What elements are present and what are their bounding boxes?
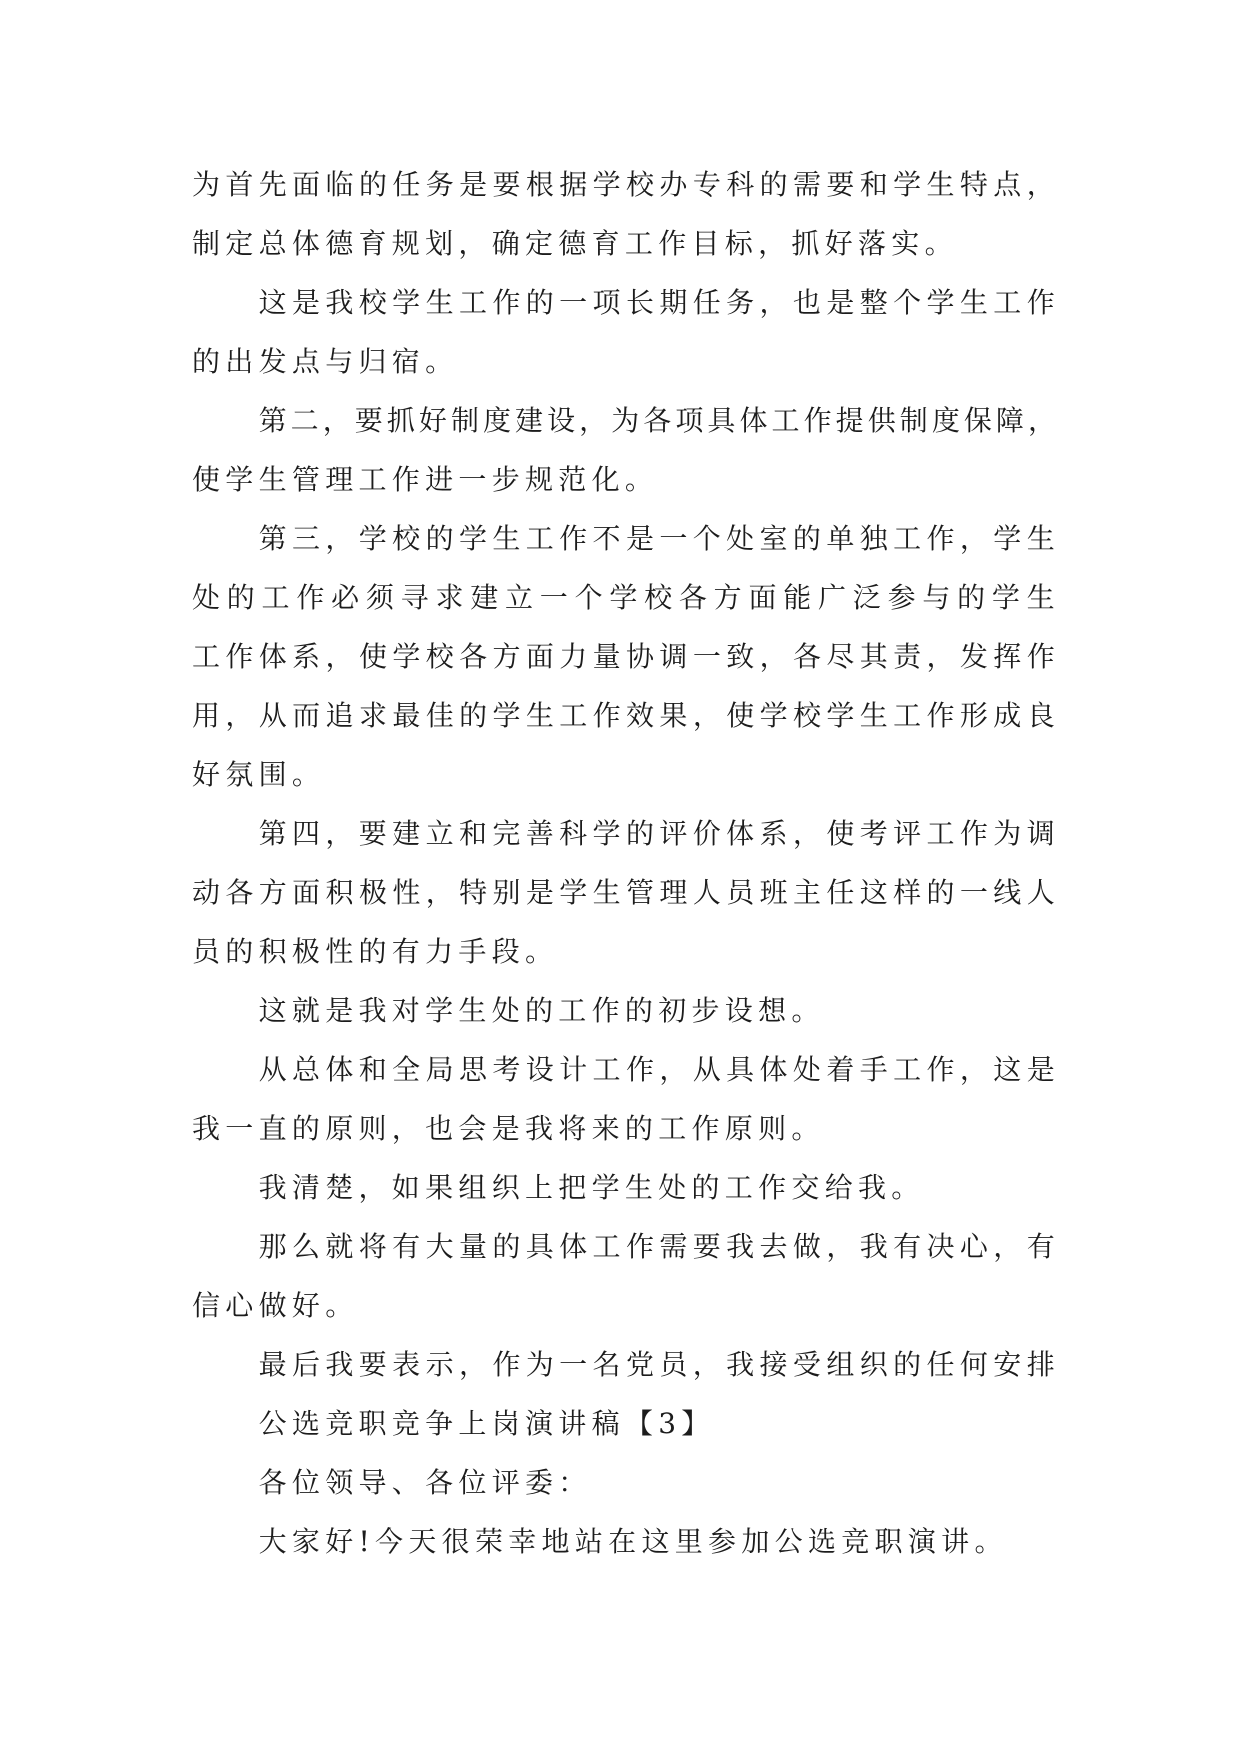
text-line: 制定总体德育规划，确定德育工作目标，抓好落实。 [192, 227, 958, 260]
text-line: 的出发点与归宿。 [192, 345, 459, 378]
text-line: 我一直的原则，也会是我将来的工作原则。 [192, 1112, 825, 1145]
text-line: 使学生管理工作进一步规范化。 [192, 463, 659, 496]
text-line: 动各方面积极性，特别是学生管理人员班主任这样的一线人 [192, 876, 1060, 909]
text-line: 第三，学校的学生工作不是一个处室的单独工作，学生 [258, 522, 1060, 555]
text-line: 好氛围。 [192, 758, 326, 791]
paragraph [192, 1217, 1060, 1335]
paragraph [192, 1512, 1060, 1571]
text-line: 为首先面临的任务是要根据学校办专科的需要和学生特点， [192, 168, 1060, 201]
text-line: 那么就将有大量的具体工作需要我去做，我有决心，有 [258, 1230, 1060, 1263]
paragraph [192, 1040, 1060, 1158]
paragraph [192, 1335, 1060, 1394]
paragraph [192, 1158, 1060, 1217]
paragraph [192, 155, 1060, 273]
paragraph [192, 804, 1060, 981]
text-line: 大家好!今天很荣幸地站在这里参加公选竞职演讲。 [258, 1525, 1008, 1558]
text-line: 处的工作必须寻求建立一个学校各方面能广泛参与的学生 [192, 581, 1060, 614]
paragraph [192, 273, 1060, 391]
paragraph [192, 391, 1060, 509]
paragraph [192, 981, 1060, 1040]
text-line: 员的积极性的有力手段。 [192, 935, 559, 968]
document-body [192, 155, 1060, 1571]
text-line: 这是我校学生工作的一项长期任务，也是整个学生工作 [258, 286, 1060, 319]
text-line: 从总体和全局思考设计工作，从具体处着手工作，这是 [258, 1053, 1060, 1086]
text-line: 信心做好。 [192, 1289, 359, 1322]
text-line: 第二，要抓好制度建设，为各项具体工作提供制度保障， [258, 404, 1060, 437]
text-line: 这就是我对学生处的工作的初步设想。 [258, 994, 825, 1027]
text-line: 我清楚，如果组织上把学生处的工作交给我。 [258, 1171, 925, 1204]
paragraph [192, 509, 1060, 804]
text-line: 工作体系，使学校各方面力量协调一致，各尽其责，发挥作 [192, 640, 1060, 673]
text-line: 最后我要表示，作为一名党员，我接受组织的任何安排 [258, 1348, 1060, 1381]
salutation: 各位领导、各位评委： [258, 1466, 592, 1499]
text-line: 第四，要建立和完善科学的评价体系，使考评工作为调 [258, 817, 1060, 850]
text-line: 用，从而追求最佳的学生工作效果，使学校学生工作形成良 [192, 699, 1060, 732]
section-title: 公选竞职竞争上岗演讲稿【3】 [258, 1407, 715, 1440]
